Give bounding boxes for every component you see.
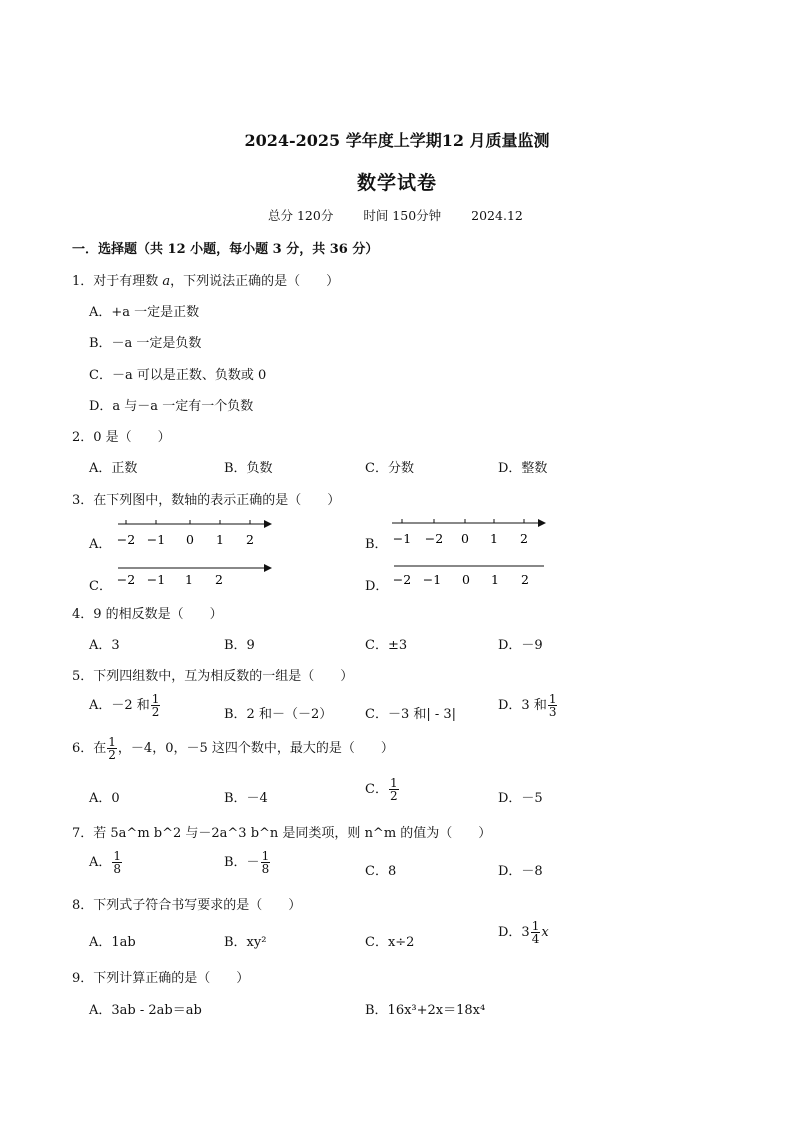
q7-a-num: 1: [113, 849, 122, 863]
q5-d-text: D．3 和: [498, 698, 547, 713]
question-5-stem: 5．下列四组数中，互为相反数的一组是（ ）: [72, 669, 354, 684]
q3-b-tick-2: 0: [461, 531, 469, 546]
q3-b-tick-3: 1: [490, 531, 498, 546]
q3-a-tick-4: 2: [246, 532, 254, 547]
q1-option-c[interactable]: C．－a 可以是正数、负数或 0: [89, 368, 267, 383]
q7-b-num: 1: [261, 849, 270, 863]
q5-option-b[interactable]: B．2 和－（－2）: [224, 707, 333, 722]
q8-d-fraction: [531, 920, 541, 945]
q1-option-a[interactable]: A．+a 一定是正数: [89, 305, 200, 320]
q7-b-den: 8: [261, 862, 270, 876]
q7-a-text: A．: [89, 855, 112, 870]
q3-d-tick-4: 2: [521, 572, 529, 587]
q5-a-den: 2: [151, 705, 160, 719]
q8-d-text: D．3: [498, 925, 530, 940]
q3-c-tick-0: −2: [116, 572, 136, 587]
time-limit: 时间 150分钟: [363, 208, 442, 223]
q6-c-den: 2: [389, 789, 398, 803]
q6-c-text: C．: [365, 782, 388, 797]
q7-option-a[interactable]: [89, 850, 123, 875]
q7-option-b[interactable]: [224, 850, 271, 875]
exam-meta: [268, 206, 549, 224]
q3-c-tick-3: 2: [215, 572, 223, 587]
q6-option-b[interactable]: B．－4: [224, 791, 268, 806]
q9-option-a[interactable]: A．3ab - 2ab＝ab: [89, 1003, 202, 1018]
total-score: 总分 120分: [268, 208, 334, 223]
q3-option-c-numberline[interactable]: [112, 560, 277, 598]
q3-a-tick-0: −2: [116, 532, 136, 547]
q5-option-c[interactable]: C．－3 和| - 3|: [365, 707, 457, 722]
q4-option-a[interactable]: A．3: [89, 638, 120, 653]
q8-option-a[interactable]: A．1ab: [89, 935, 136, 950]
q6-stem-fraction: [107, 736, 117, 761]
q3-option-c-label[interactable]: C．: [89, 579, 112, 594]
q2-option-d[interactable]: D．整数: [498, 461, 548, 476]
question-8-stem: 8．下列式子符合书写要求的是（ ）: [72, 898, 302, 913]
q5-a-num: 1: [151, 692, 160, 706]
q3-b-tick-0: −1: [392, 531, 412, 546]
q5-d-den: 3: [548, 705, 557, 719]
q3-option-a-numberline[interactable]: [112, 515, 277, 553]
q7-a-fraction: [112, 850, 122, 875]
q6-stem-pre: 6．在: [72, 741, 107, 756]
q7-option-d[interactable]: D．－8: [498, 864, 543, 879]
q9-option-b[interactable]: B．16x³+2x＝18x⁴: [365, 1003, 486, 1018]
q7-option-c[interactable]: C．8: [365, 864, 397, 879]
question-4-stem: 4．9 的相反数是（ ）: [72, 607, 223, 622]
q3-b-tick-1: −2: [424, 531, 444, 546]
q8-option-d[interactable]: [498, 920, 549, 945]
q3-a-tick-1: −1: [146, 532, 166, 547]
q3-d-tick-2: 0: [462, 572, 470, 587]
q6-stem-num: 1: [108, 735, 116, 749]
question-9-stem: 9．下列计算正确的是（ ）: [72, 971, 250, 986]
q6-stem-post: ，－4，0，－5 这四个数中，最大的是（ ）: [117, 741, 394, 756]
question-6-stem: [72, 736, 394, 761]
q1-stem-var: a: [162, 274, 171, 289]
q3-c-tick-1: −1: [146, 572, 166, 587]
q5-option-d[interactable]: [498, 693, 558, 718]
q3-a-tick-2: 0: [186, 532, 194, 547]
q6-option-a[interactable]: A．0: [89, 791, 120, 806]
q8-d-den: 4: [531, 932, 540, 946]
q3-d-tick-3: 1: [491, 572, 499, 587]
q3-option-d-numberline[interactable]: [388, 558, 553, 596]
exam-title: 2024-2025 学年度上学期12 月质量监测: [244, 131, 550, 150]
section-heading: 一．选择题（共 12 小题，每小题 3 分，共 36 分）: [72, 242, 379, 257]
q3-a-tick-3: 1: [216, 532, 224, 547]
exam-subtitle: 数学试卷: [356, 172, 437, 194]
q7-b-fraction: [261, 850, 271, 875]
q5-a-fraction: [151, 693, 161, 718]
q6-c-fraction: [389, 777, 399, 802]
q1-stem-post: ，下列说法正确的是（ ）: [170, 274, 340, 289]
q3-option-a-label[interactable]: A．: [89, 537, 112, 552]
q3-d-tick-1: −1: [422, 572, 442, 587]
q6-stem-den: 2: [108, 748, 116, 762]
q5-option-a[interactable]: [89, 693, 161, 718]
q7-a-den: 8: [113, 862, 122, 876]
q4-option-c[interactable]: C．±3: [365, 638, 408, 653]
q7-b-text: B．－: [224, 855, 260, 870]
exam-date: 2024.12: [471, 208, 523, 223]
q2-option-b[interactable]: B．负数: [224, 461, 273, 476]
q8-d-var: x: [541, 925, 549, 940]
q3-option-b-label[interactable]: B．: [365, 537, 388, 552]
q1-option-d[interactable]: D．a 与－a 一定有一个负数: [89, 399, 254, 414]
q6-option-c[interactable]: [365, 777, 400, 802]
q2-option-a[interactable]: A．正数: [89, 461, 138, 476]
question-2-stem: 2．0 是（ ）: [72, 430, 171, 445]
q3-option-b-numberline[interactable]: [388, 514, 553, 552]
q8-d-num: 1: [531, 919, 540, 933]
q8-option-c[interactable]: C．x÷2: [365, 935, 415, 950]
q3-option-d-label[interactable]: D．: [365, 579, 389, 594]
q3-d-tick-0: −2: [392, 572, 412, 587]
question-3-stem: 3．在下列图中，数轴的表示正确的是（ ）: [72, 493, 341, 508]
q3-b-tick-4: 2: [520, 531, 528, 546]
question-1-stem: [72, 270, 339, 289]
q4-option-b[interactable]: B．9: [224, 638, 255, 653]
q6-option-d[interactable]: D．－5: [498, 791, 543, 806]
q1-option-b[interactable]: B．－a 一定是负数: [89, 336, 202, 351]
q1-stem-pre: 1．对于有理数: [72, 274, 163, 289]
question-7-stem: 7．若 5a^m b^2 与－2a^3 b^n 是同类项，则 n^m 的值为（ ）: [72, 826, 492, 841]
q5-a-text: A．－2 和: [89, 698, 150, 713]
q4-option-d[interactable]: D．－9: [498, 638, 543, 653]
q2-option-c[interactable]: C．分数: [365, 461, 414, 476]
q5-d-fraction: [548, 693, 558, 718]
q8-option-b[interactable]: B．xy²: [224, 935, 267, 950]
q5-d-num: 1: [548, 692, 557, 706]
q3-c-tick-2: 1: [185, 572, 193, 587]
q6-c-num: 1: [389, 776, 398, 790]
